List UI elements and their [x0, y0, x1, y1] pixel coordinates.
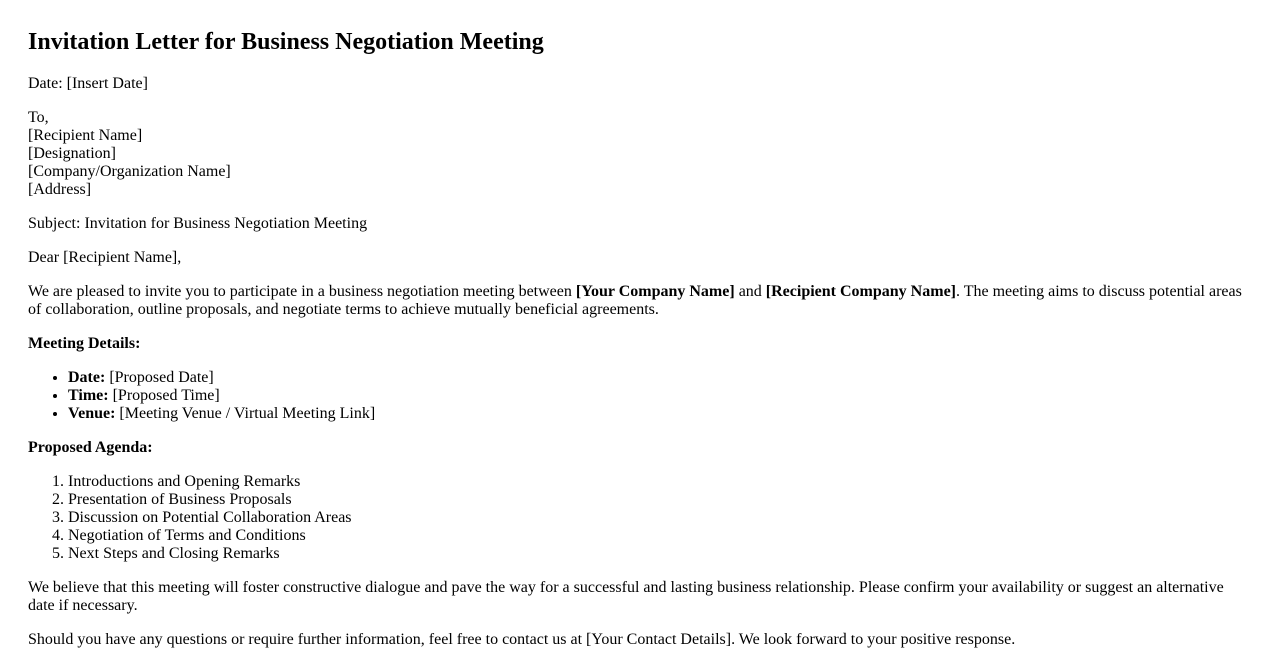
recipient-block — [28, 109, 1250, 199]
recipient-company: [Company/Organization Name] — [28, 163, 231, 180]
detail-label: Time: — [68, 387, 109, 404]
meeting-details-list — [28, 369, 1250, 423]
detail-label: Venue: — [68, 405, 116, 422]
recipient-name: [Recipient Name] — [28, 127, 143, 144]
subject-line: Subject: Invitation for Business Negotiation Meeting — [28, 215, 368, 232]
intro-and: and — [734, 283, 766, 300]
detail-value: [Meeting Venue / Virtual Meeting Link] — [115, 405, 376, 422]
recipient-designation: [Designation] — [28, 145, 116, 162]
list-item: 4. Negotiation of Terms and Conditions — [68, 527, 1250, 545]
list-item: 1. Introductions and Opening Remarks — [68, 473, 1250, 491]
agenda-list — [28, 473, 1250, 563]
detail-value: [Proposed Time] — [108, 387, 220, 404]
intro-text-1: We are pleased to invite you to participate in a business negotiation meeting between — [28, 283, 576, 300]
letter-title: Invitation Letter for Business Negotiation Meeting — [28, 29, 544, 55]
agenda-heading — [28, 439, 1250, 457]
salutation: Dear [Recipient Name], — [28, 249, 182, 266]
list-item: 3. Discussion on Potential Collaboration Areas — [68, 509, 1250, 527]
list-item — [68, 369, 1250, 387]
agenda-heading-text: Proposed Agenda: — [28, 439, 153, 456]
recipient-company-name: [Recipient Company Name] — [765, 283, 956, 300]
closing-paragraph: We believe that this meeting will foster constructive dialogue and pave the way for a successful and lasting business relationship. Please confirm your availability or suggest an alternative date if necessary. — [28, 579, 1224, 614]
detail-label: Date: — [68, 369, 106, 386]
intro-text-2: . The meeting aims to discuss potential areas of collaboration, outline proposals, and negotiate terms to achieve mutually beneficial agreements. — [28, 283, 1242, 318]
contact-paragraph: Should you have any questions or require further information, feel free to contact us at [Your Contact Details]. We look forward to your positive response. — [28, 631, 1016, 648]
detail-value: [Proposed Date] — [105, 369, 214, 386]
recipient-address: [Address] — [28, 181, 92, 198]
your-company-name: [Your Company Name] — [575, 283, 735, 300]
details-heading-text: Meeting Details: — [28, 335, 141, 352]
list-item — [68, 405, 1250, 423]
to-line: To, — [28, 109, 49, 126]
list-item — [68, 387, 1250, 405]
list-item: 5. Next Steps and Closing Remarks — [68, 545, 1250, 563]
list-item: 2. Presentation of Business Proposals — [68, 491, 1250, 509]
date-line: Date: [Insert Date] — [28, 75, 148, 92]
intro-paragraph — [28, 283, 1250, 319]
details-heading — [28, 335, 1250, 353]
letter-body — [28, 75, 1250, 665]
